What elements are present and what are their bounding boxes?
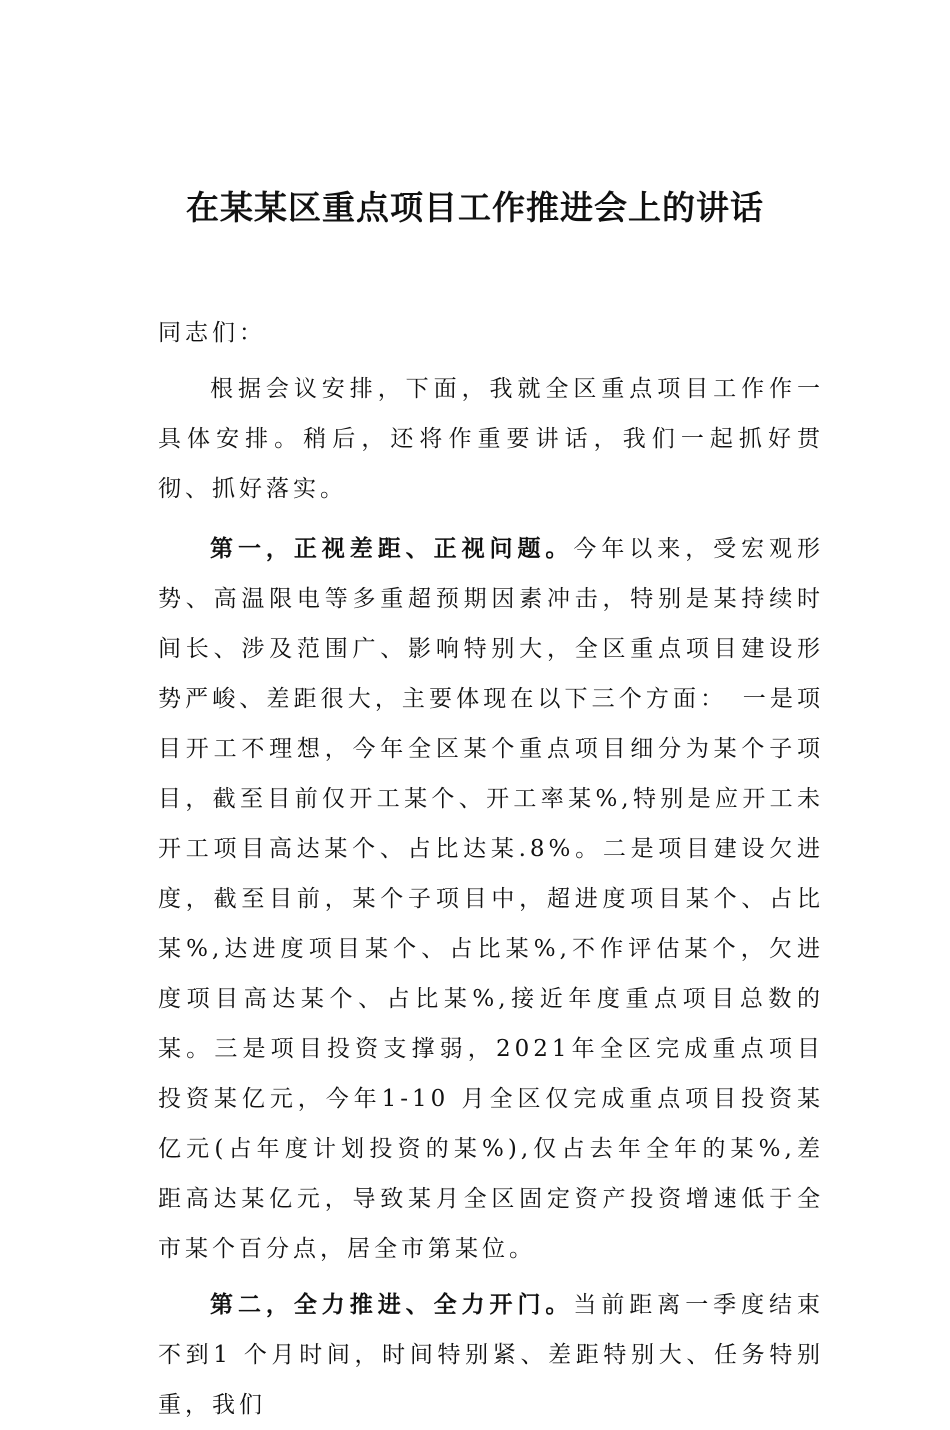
paragraph-second-point-text: 当前距离一季度结束不到1 个月时间，时间特别紧、差距特别大、任务特别重，我们	[158, 1292, 825, 1418]
document-body	[158, 308, 824, 1430]
document-title: 在某某区重点项目工作推进会上的讲话	[186, 188, 764, 227]
paragraph-intro-text: 根据会议安排，下面，我就全区重点项目工作作一具体安排。稍后，还将作重要讲话，我们一起抓好贯彻、抓好落实。	[158, 376, 824, 502]
paragraph-second-point-heading: 第二，全力推进、全力开门。	[210, 1291, 574, 1318]
paragraph-intro	[158, 364, 824, 514]
paragraph-first-point-text: 今年以来，受宏观形势、高温限电等多重超预期因素冲击，特别是某持续时间长、涉及范围广、影响特别大，全区重点项目建设形势严峻、差距很大，主要体现在以下三个方面： 一是项目开工不理想，今年全区某个重点项目细分为某个子项目，截至目前仅开工某个、开工率某%,特别是应开工未开工项目高达某个、占比达某.8%。二是项目建设欠进度，截至目前，某个子项目中，超进度项目某个、占比某%,达进度项目某个、占比某%,不作评估某个，欠进度项目高达某个、占比某%,接近年度重点项目总数的某。三是项目投资支撑弱，2021年全区完成重点项目投资某亿元，今年1-10 月全区仅完成重点项目投资某亿元(占年度计划投资的某%),仅占去年全年的某%,差距高达某亿元，导致某月全区固定资产投资增速低于全市某个百分点，居全市第某位。	[158, 536, 825, 1262]
paragraph-first-point-heading: 第一，正视差距、正视问题。	[210, 535, 574, 562]
salutation: 同志们：	[158, 320, 266, 346]
paragraph-first-point	[158, 524, 824, 1274]
paragraph-second-point	[158, 1280, 824, 1430]
